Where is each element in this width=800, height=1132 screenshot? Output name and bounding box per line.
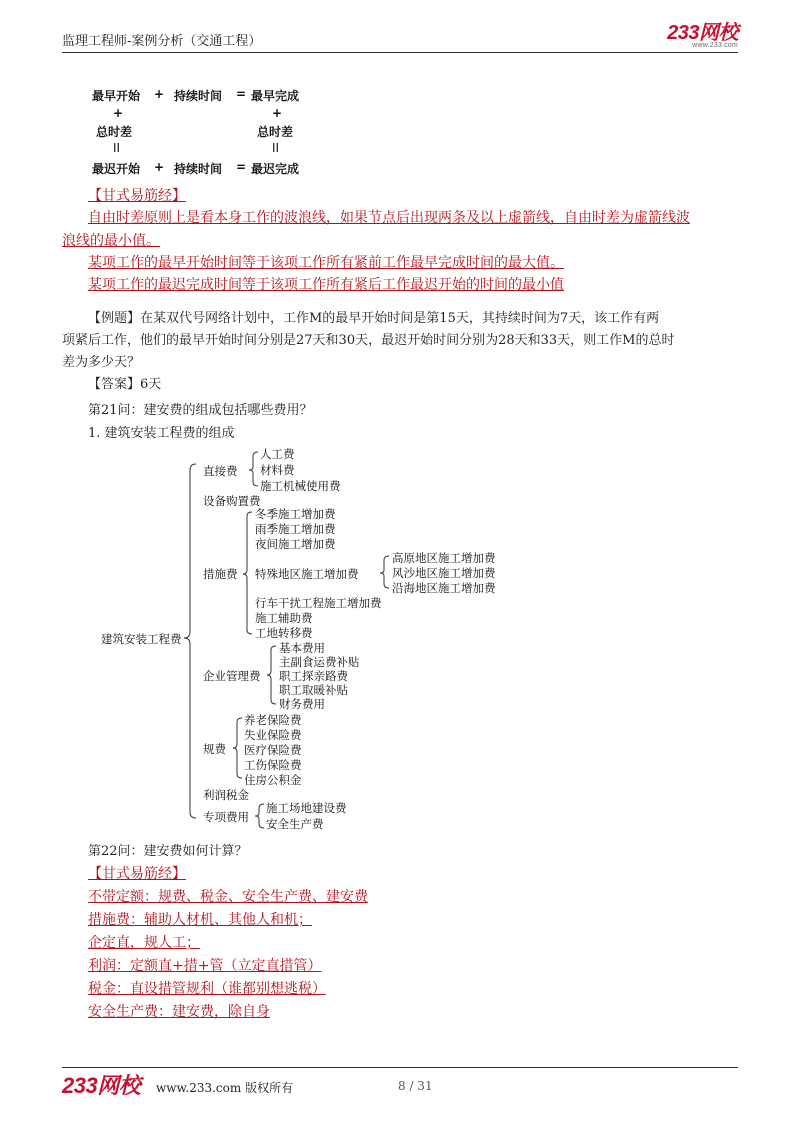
tree-leaf: 高原地区施工增加费 <box>392 551 496 565</box>
formula-ls: 最迟开始 <box>92 162 141 176</box>
tree-mgmt: 企业管理费 <box>203 669 261 683</box>
formula-duration-2: 持续时间 <box>174 162 223 176</box>
tree-direct: 直接费 <box>203 464 238 478</box>
formula-equals: = <box>236 87 247 101</box>
example-line: 差为多少天？ <box>62 355 141 370</box>
formula-plus: + <box>154 87 165 101</box>
q22-title: 第22问：建安费如何计算？ <box>88 844 248 859</box>
brace-special-fees <box>255 804 264 828</box>
tips-line: 某项工作的最早开始时间等于该项工作所有紧前工作最早完成时间的最大值。 <box>88 255 564 271</box>
tree-equipment: 设备购置费 <box>203 494 261 508</box>
tips-line: 浪线的最小值。 <box>62 233 160 249</box>
tree-special: 专项费用 <box>203 810 249 824</box>
tree-leaf: 行车干扰工程施工增加费 <box>255 596 382 610</box>
tree-leaf: 施工机械使用费 <box>260 479 341 493</box>
example-answer: 【答案】6天 <box>88 377 162 392</box>
footer-logo: 233网校 <box>62 1073 141 1098</box>
tips-label: 【甘式易筋经】 <box>88 866 186 882</box>
tree-profit-tax: 利润税金 <box>203 788 249 802</box>
tips-line: 某项工作的最迟完成时间等于该项工作所有紧后工作最迟开始的时间的最小值 <box>88 277 564 293</box>
tips-line: 措施费：辅助人材机、其他人和机； <box>88 912 312 928</box>
tree-leaf: 施工场地建设费 <box>266 801 347 815</box>
tips-line: 利润：定额直+措+管（立定直措管） <box>88 958 322 974</box>
tree-leaf: 工伤保险费 <box>244 758 302 772</box>
tree-leaf: 失业保险费 <box>244 728 302 742</box>
tree-leaf: 冬季施工增加费 <box>255 507 336 521</box>
formula-eq-left: II <box>113 141 121 155</box>
tree-leaf: 工地转移费 <box>255 626 313 640</box>
tree-leaf: 施工辅助费 <box>255 611 313 625</box>
tree-leaf: 雨季施工增加费 <box>255 522 336 536</box>
formula-plus-left: + <box>113 106 124 120</box>
brace-special-area <box>380 556 389 588</box>
tree-special-area: 特殊地区施工增加费 <box>255 567 359 581</box>
tree-measures: 措施费 <box>203 567 238 581</box>
tree-leaf: 住房公积金 <box>244 773 302 787</box>
tips-line: 不带定额：规费、税金、安全生产费、建安费 <box>88 889 368 905</box>
formula-ef: 最早完成 <box>251 89 300 103</box>
tree-leaf: 财务费用 <box>279 697 325 711</box>
tips-line: 企定直，规人工； <box>88 935 200 951</box>
tree-leaf: 沿海地区施工增加费 <box>392 581 496 595</box>
tree-fees: 规费 <box>203 742 226 756</box>
tree-leaf: 医疗保险费 <box>244 743 302 757</box>
formula-eq-right: II <box>272 141 280 155</box>
tree-leaf: 基本费用 <box>279 641 325 655</box>
brace-measures <box>243 512 252 634</box>
q21-title: 第21问：建安费的组成包括哪些费用？ <box>88 403 313 418</box>
brand-logo-url: www.233.com <box>692 42 738 49</box>
tips-line: 税金：直设措管规利（谁都别想逃税） <box>88 981 326 997</box>
tree-leaf: 主副食运费补贴 <box>279 655 360 669</box>
formula-plus-right: + <box>272 106 283 120</box>
tips-line: 自由时差原则上是看本身工作的波浪线，如果节点后出现两条及以上虚箭线，自由时差为虚箭线波 <box>88 210 690 226</box>
tree-leaf: 夜间施工增加费 <box>255 537 336 551</box>
formula-tf-left: 总时差 <box>96 125 133 139</box>
formula-lf: 最迟完成 <box>251 162 300 176</box>
tree-leaf: 安全生产费 <box>266 817 324 831</box>
tree-leaf: 人工费 <box>260 447 295 461</box>
tree-leaf: 职工取暖补贴 <box>279 683 348 697</box>
tree-root: 建筑安装工程费 <box>101 632 182 646</box>
tips-line: 安全生产费：建安费，除自身 <box>88 1004 270 1020</box>
example-line: 【例题】在某双代号网络计划中，工作M的最早开始时间是第15天，其持续时间为7天，该工作有两 <box>88 311 660 326</box>
page-number: 8 / 31 <box>398 1079 433 1093</box>
document-header-title: 监理工程师-案例分析（交通工程） <box>62 34 262 49</box>
formula-es: 最早开始 <box>92 89 141 103</box>
formula-duration: 持续时间 <box>174 89 223 103</box>
brace-direct <box>249 452 258 486</box>
tree-leaf: 职工探亲路费 <box>279 669 348 683</box>
footer-divider <box>62 1067 738 1068</box>
footer-url[interactable]: www.233.com 版权所有 <box>156 1081 294 1095</box>
q21-subtitle: 1. 建筑安装工程费的组成 <box>88 426 235 441</box>
tree-leaf: 材料费 <box>260 463 295 477</box>
brace-mgmt <box>267 646 276 704</box>
example-line: 项紧后工作，他们的最早开始时间分别是27天和30天，最迟开始时间分别为28天和33天，则工作M的总时 <box>62 333 675 348</box>
brace-root <box>184 464 196 818</box>
formula-tf-right: 总时差 <box>257 125 294 139</box>
brand-logo-text: 233网校 <box>667 22 738 44</box>
tips-label: 【甘式易筋经】 <box>88 188 186 204</box>
brace-fees <box>233 718 242 778</box>
formula-plus-2: + <box>154 160 165 174</box>
formula-equals-2: = <box>236 160 247 174</box>
tree-leaf: 风沙地区施工增加费 <box>392 566 496 580</box>
tree-leaf: 养老保险费 <box>244 713 302 727</box>
